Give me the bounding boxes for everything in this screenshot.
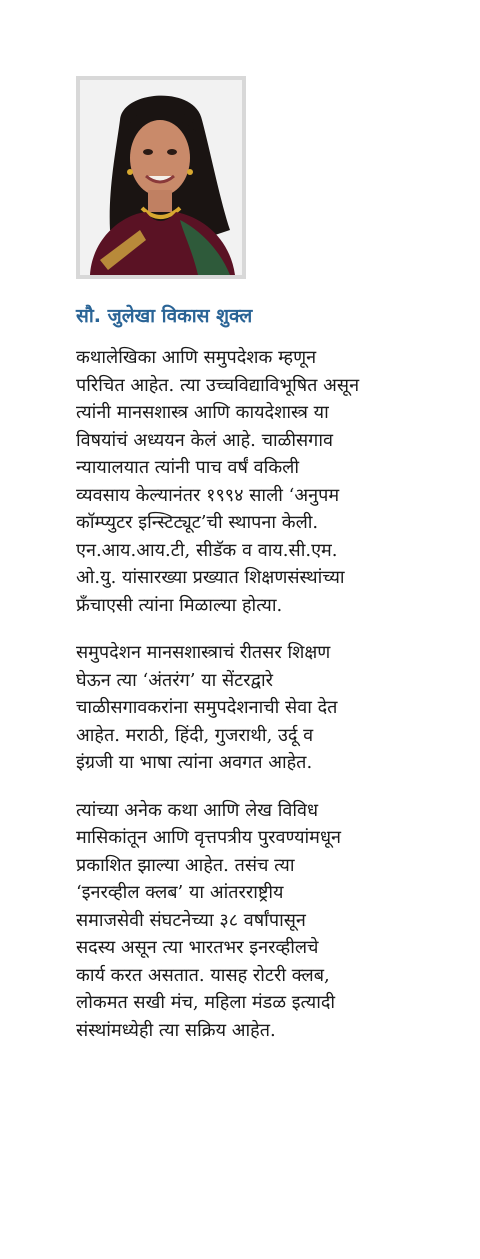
bio-line: सदस्य असून त्या भारतभर इनरव्हीलचे xyxy=(76,937,319,958)
bio-line: न्यायालयात त्यांनी पाच वर्षं वकिली xyxy=(76,457,300,478)
bio-paragraph-3 xyxy=(76,797,406,1045)
bio-paragraph-2 xyxy=(76,639,406,777)
bio-line: विषयांचं अध्ययन केलं आहे. चाळीसगाव xyxy=(76,429,333,451)
bio-line: कॉम्प्युटर इन्स्टिट्यूट’ची स्थापना केली. xyxy=(76,512,319,533)
bio-line: कथालेखिका आणि समुपदेशक म्हणून xyxy=(76,347,317,368)
author-bio xyxy=(76,344,406,1064)
bio-line: प्रकाशित झाल्या आहेत. तसंच त्या xyxy=(76,854,295,876)
author-name: सौ. जुलेखा विकास शुक्ल xyxy=(76,305,253,327)
bio-line: फ्रँचाएसी त्यांना मिळाल्या होत्या. xyxy=(76,594,283,616)
profile-photo-frame xyxy=(76,76,246,279)
bio-line: लोकमत सखी मंच, महिला मंडळ इत्यादी xyxy=(76,992,336,1013)
portrait-photo-icon xyxy=(80,80,242,275)
bio-line: त्यांनी मानसशास्त्र आणि कायदेशास्त्र या xyxy=(76,402,329,423)
bio-line: एन.आय.आय.टी, सीडॅक व वाय.सी.एम. xyxy=(76,539,338,561)
bio-line: आहेत. मराठी, हिंदी, गुजराथी, उर्दू व xyxy=(76,724,314,746)
bio-line: मासिकांतून आणि वृत्तपत्रीय पुरवण्यांमधून xyxy=(76,827,342,848)
profile-photo xyxy=(80,80,242,275)
bio-line: परिचित आहेत. त्या उच्चविद्याविभूषित असून xyxy=(76,374,360,396)
bio-line: ‘इनरव्हील क्लब’ या आंतरराष्ट्रीय xyxy=(76,882,284,903)
bio-line: त्यांच्या अनेक कथा आणि लेख विविध xyxy=(76,799,319,821)
bio-line: चाळीसगावकरांना समुपदेशनाची सेवा देत xyxy=(76,697,338,718)
bio-line: व्यवसाय केल्यानंतर १९९४ साली ‘अनुपम xyxy=(76,484,340,506)
bio-line: समुपदेशन मानसशास्त्राचं रीतसर शिक्षण xyxy=(76,642,331,663)
bio-line: समाजसेवी संघटनेच्या ३८ वर्षांपासून xyxy=(76,909,306,931)
bio-line: ओ.यु. यांसारख्या प्रख्यात शिक्षणसंस्थांच्या xyxy=(76,567,345,588)
bio-line: घेऊन त्या ‘अंतरंग’ या सेंटरद्वारे xyxy=(76,669,273,691)
bio-line: संस्थांमध्येही त्या सक्रिय आहेत. xyxy=(76,1019,276,1041)
bio-line: कार्य करत असतात. यासह रोटरी क्लब, xyxy=(76,964,330,986)
bio-line: इंग्रजी या भाषा त्यांना अवगत आहेत. xyxy=(76,752,313,773)
bio-paragraph-1 xyxy=(76,344,406,619)
